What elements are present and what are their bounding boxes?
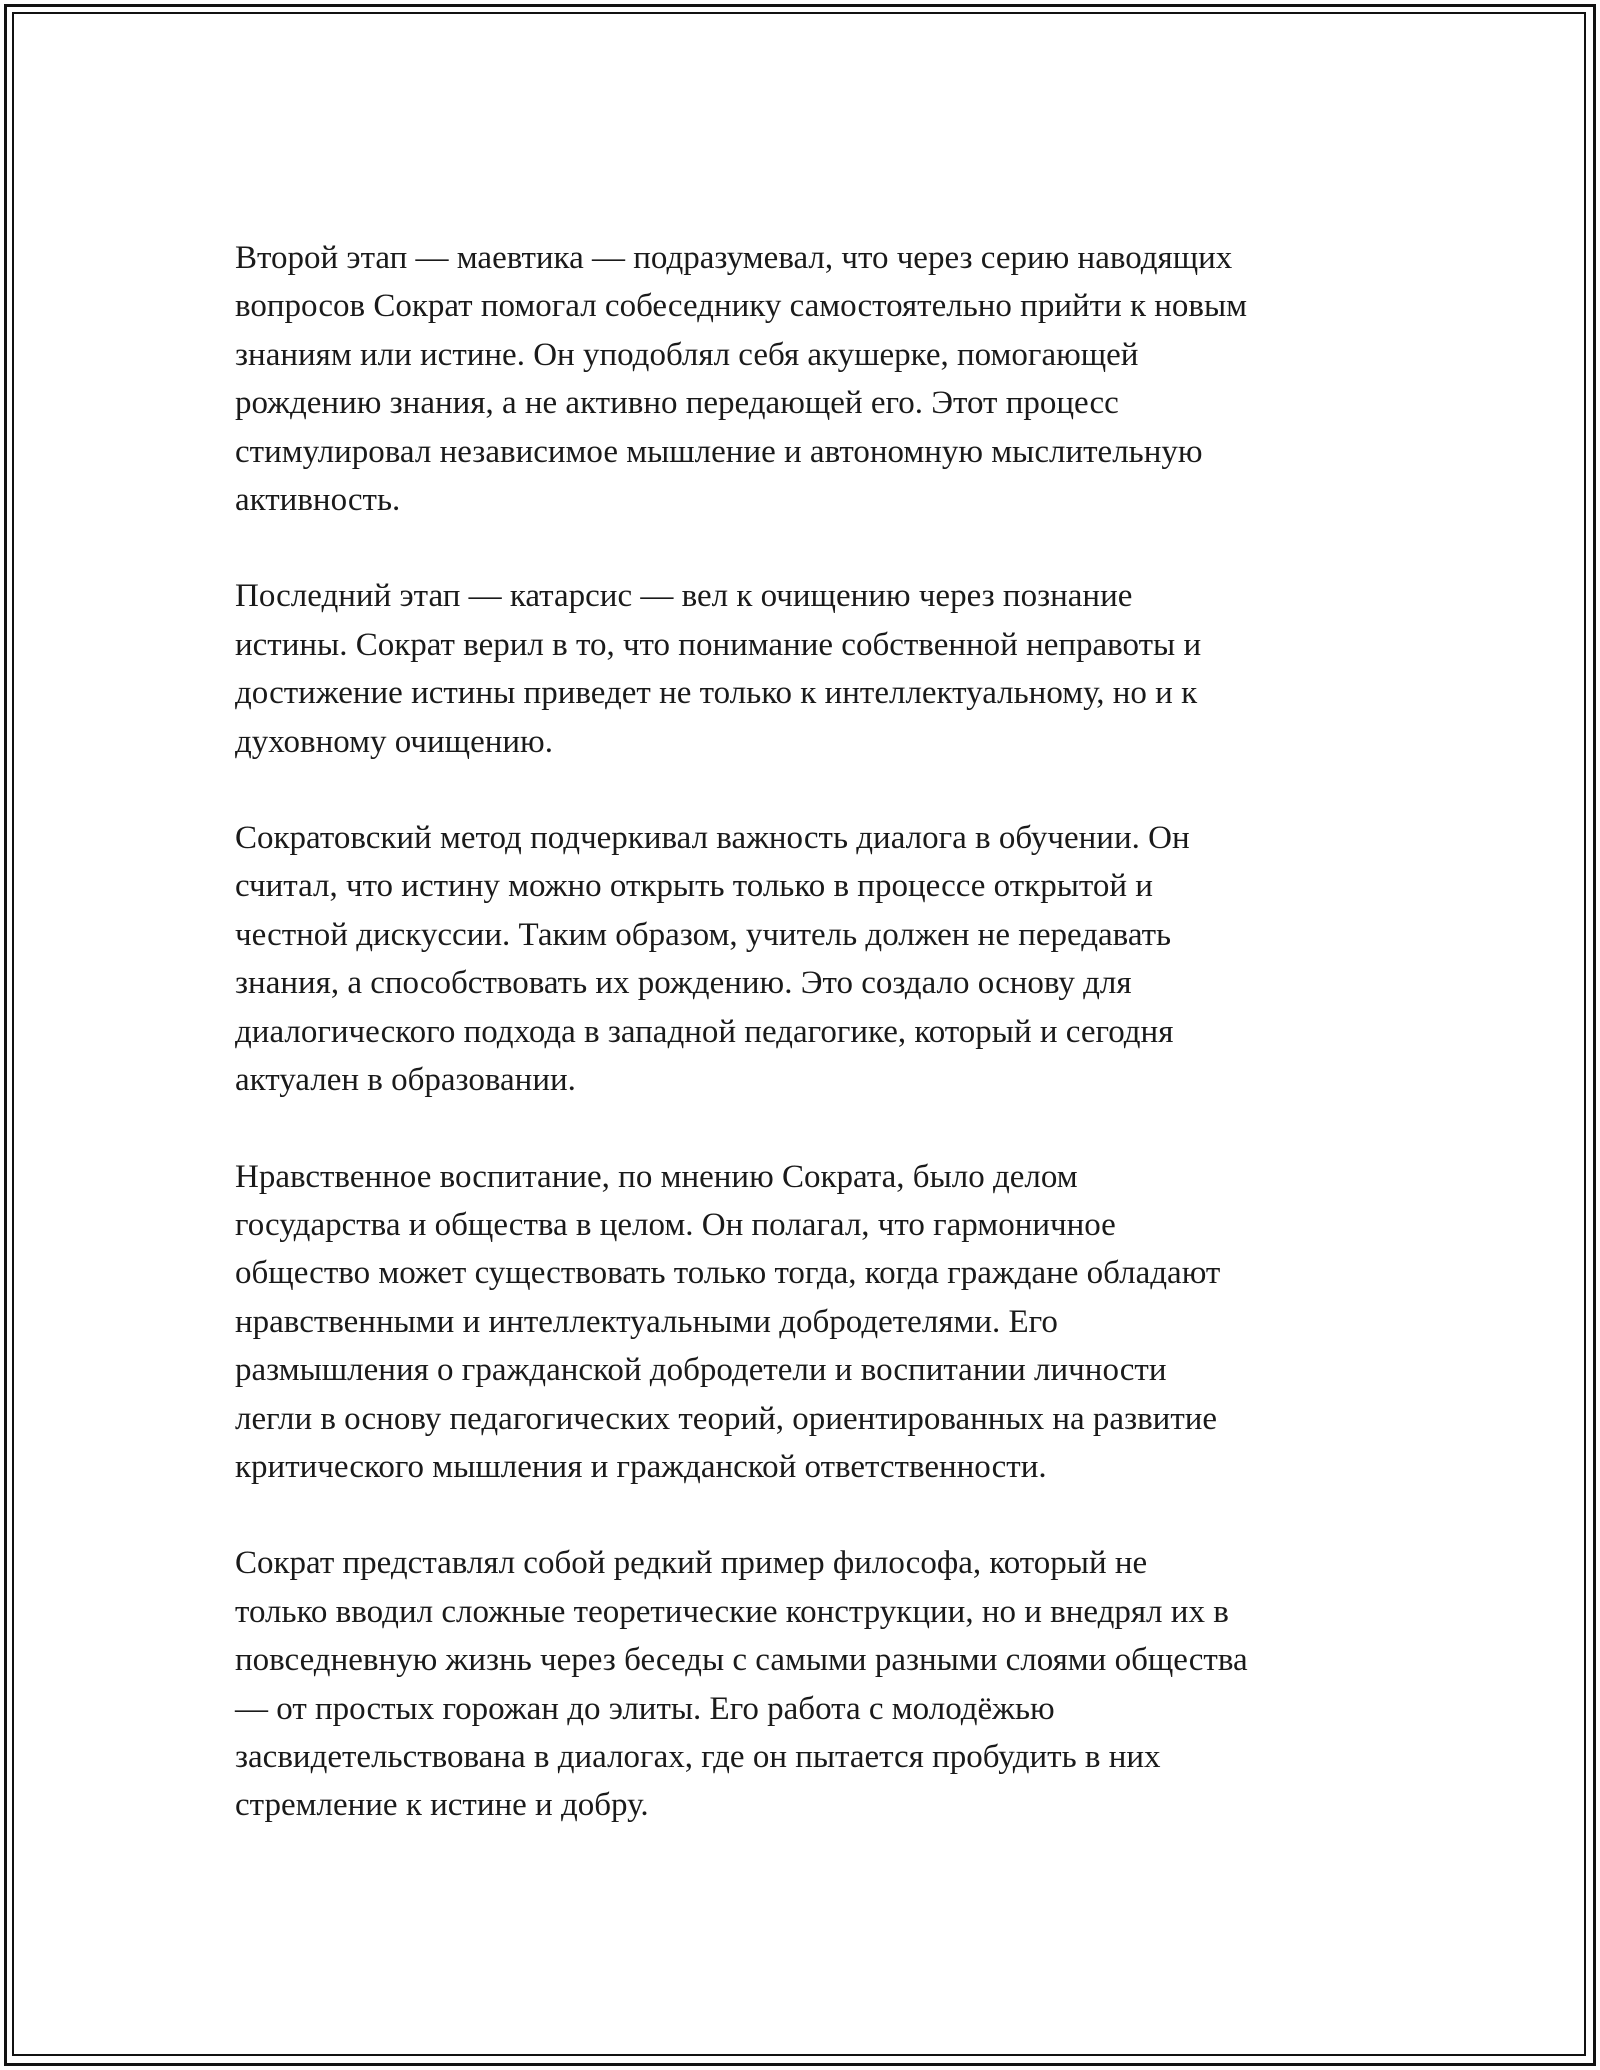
text-line: размышления о гражданской добродетели и воспитании личности [235,1352,1167,1389]
text-line: засвидетельствована в диалогах, где он пытается пробудить в них [235,1738,1161,1775]
text-line: Нравственное воспитание, по мнению Сократа, было делом [235,1158,1078,1195]
text-line: Последний этап — катарсис — вел к очищению через познание [235,578,1133,615]
text-line: легли в основу педагогических теорий, ориентированных на развитие [235,1400,1218,1437]
text-line: активность. [235,482,401,519]
paragraph-catharsis [235,572,1370,766]
paragraph-dialogue-method [235,814,1370,1104]
text-line: актуален в образовании. [235,1062,576,1099]
text-line: государства и общества в целом. Он полагал, что гармоничное [235,1206,1116,1243]
text-line: стремление к истине и добру. [235,1787,649,1824]
text-line: истины. Сократ верил в то, что понимание собственной неправоты и [235,626,1202,663]
text-line: считал, что истину можно открыть только в процессе открытой и [235,868,1153,905]
text-line: повседневную жизнь через беседы с самыми разными слоями общества [235,1642,1248,1679]
text-line: стимулировал независимое мышление и автономную мыслительную [235,433,1203,470]
text-line: Сократовский метод подчеркивал важность диалога в обучении. Он [235,820,1190,857]
text-line: рождению знания, а не активно передающей его. Этот процесс [235,385,1119,422]
text-line: достижение истины приведет не только к интеллектуальному, но и к [235,675,1198,712]
text-line: Сократ представлял собой редкий пример философа, который не [235,1545,1148,1582]
text-line: критического мышления и гражданской ответственности. [235,1448,1047,1485]
document-body [235,234,1370,1878]
text-line: честной дискуссии. Таким образом, учитель должен не передавать [235,916,1172,953]
paragraph-moral-education [235,1153,1370,1492]
text-line: вопросов Сократ помогал собеседнику самостоятельно прийти к новым [235,288,1248,325]
text-line: только вводил сложные теоретические конструкции, но и внедрял их в [235,1593,1229,1630]
text-line: духовному очищению. [235,723,553,760]
text-line: знания, а способствовать их рождению. Это создало основу для [235,965,1132,1002]
text-line: Второй этап — маевтика — подразумевал, что через серию наводящих [235,240,1233,276]
paragraph-socrates-example [235,1539,1370,1829]
text-line: нравственными и интеллектуальными добродетелями. Его [235,1303,1058,1340]
text-line: общество может существовать только тогда, когда граждане обладают [235,1255,1221,1292]
text-line: знаниям или истине. Он уподоблял себя акушерке, помогающей [235,336,1139,373]
text-line: — от простых горожан до элиты. Его работа с молодёжью [235,1690,1055,1727]
text-line: диалогического подхода в западной педагогике, который и сегодня [235,1013,1174,1050]
paragraph-maieutics [235,234,1370,524]
